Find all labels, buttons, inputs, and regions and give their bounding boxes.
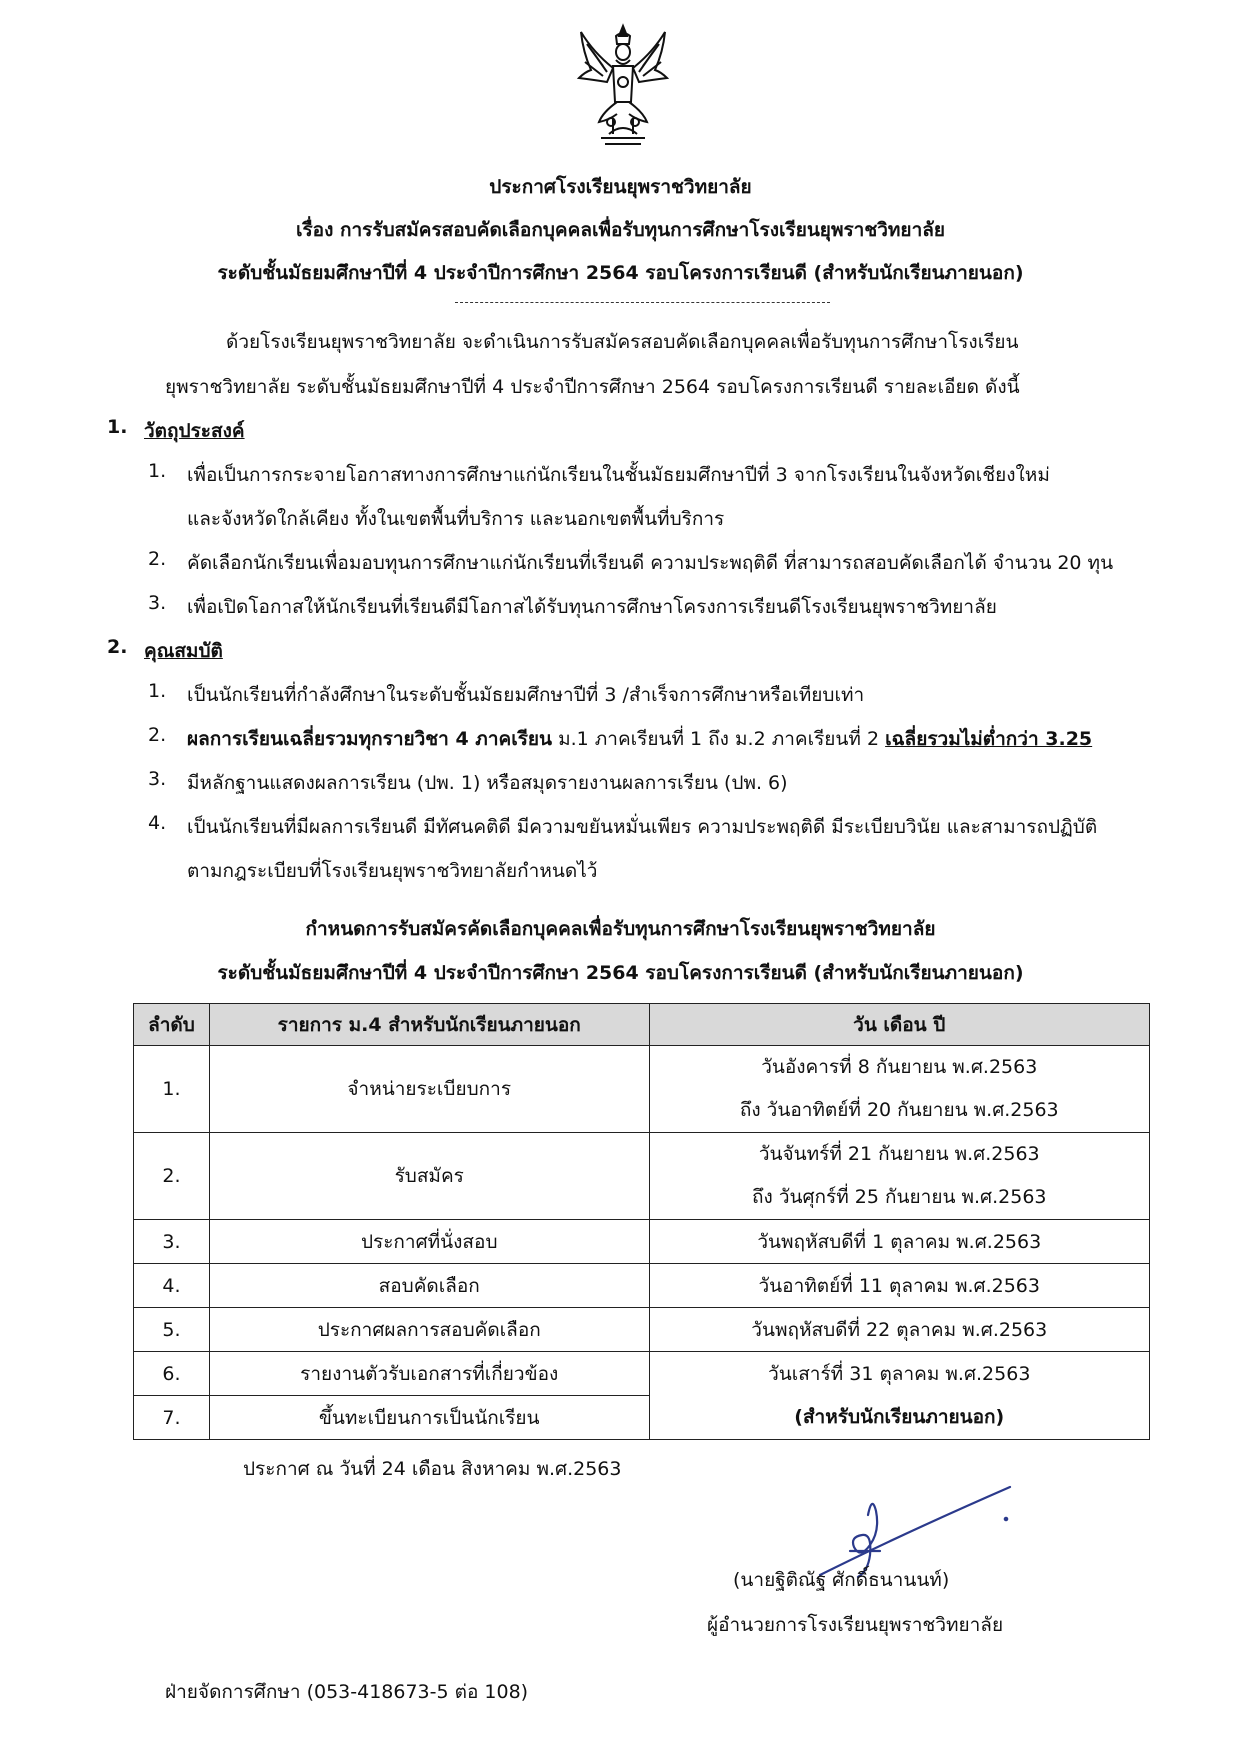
row-date-line: วันอังคารที่ 8 กันยายน พ.ศ.2563 bbox=[761, 1056, 1038, 1078]
separator-line bbox=[455, 302, 830, 303]
signatory-position: ผู้อำนวยการโรงเรียนยุพราชวิทยาลัย bbox=[707, 1614, 1004, 1636]
gpa-requirement-range: ม.1 ภาคเรียนที่ 1 ถึง ม.2 ภาคเรียนที่ 2 bbox=[552, 728, 886, 750]
list-item-number: 4. bbox=[148, 812, 167, 834]
row-date-note: (สำหรับนักเรียนภายนอก) bbox=[794, 1405, 1005, 1428]
table-row bbox=[134, 1133, 1150, 1220]
list-item-number: 1. bbox=[148, 460, 167, 482]
table-row bbox=[134, 1046, 1150, 1133]
header-line-3: ระดับชั้นมัธยมศึกษาปีที่ 4 ประจำปีการศึกษา 2564 รอบโครงการเรียนดี (สำหรับนักเรียนภายนอก) bbox=[217, 262, 1024, 284]
list-item-text: มีหลักฐานแสดงผลการเรียน (ปพ. 1) หรือสมุดรายงานผลการเรียน (ปพ. 6) bbox=[187, 772, 788, 794]
list-item-number: 2. bbox=[148, 548, 167, 570]
row-item: ขึ้นทะเบียนการเป็นนักเรียน bbox=[209, 1396, 649, 1440]
row-item: สอบคัดเลือก bbox=[209, 1264, 649, 1308]
list-item-text: เพื่อเป็นการกระจายโอกาสทางการศึกษาแก่นักเรียนในชั้นมัธยมศึกษาปีที่ 3 จากโรงเรียนในจังหวัดเชียงใหม่ bbox=[187, 464, 1050, 486]
list-item-number: 1. bbox=[148, 680, 167, 702]
row-date bbox=[649, 1352, 1150, 1440]
row-number: 4. bbox=[134, 1264, 210, 1308]
list-item-text bbox=[187, 724, 1092, 754]
row-date-line: วันจันทร์ที่ 21 กันยายน พ.ศ.2563 bbox=[758, 1143, 1040, 1165]
section-number: 1. bbox=[107, 416, 128, 438]
section-number: 2. bbox=[107, 636, 128, 658]
list-item-number: 3. bbox=[148, 592, 167, 614]
list-item-text: เป็นนักเรียนที่มีผลการเรียนดี มีทัศนคติดี มีความขยันหมั่นเพียร ความประพฤติดี มีระเบียบวินัย และสามารถปฏิบัติ bbox=[187, 816, 1098, 838]
footer-contact: ฝ่ายจัดการศึกษา (053-418673-5 ต่อ 108) bbox=[165, 1681, 529, 1703]
row-item: จำหน่ายระเบียบการ bbox=[209, 1046, 649, 1133]
row-number: 1. bbox=[134, 1046, 210, 1133]
section-heading: วัตถุประสงค์ bbox=[144, 420, 245, 442]
row-item: รับสมัคร bbox=[209, 1133, 649, 1220]
column-header: วัน เดือน ปี bbox=[649, 1004, 1150, 1046]
signatory-name: (นายฐิติณัฐ ศักดิ์ธนานนท์) bbox=[733, 1569, 950, 1591]
header-line-2: เรื่อง การรับสมัครสอบคัดเลือกบุคคลเพื่อรับทุนการศึกษาโรงเรียนยุพราชวิทยาลัย bbox=[295, 219, 946, 241]
row-date: วันพฤหัสบดีที่ 22 ตุลาคม พ.ศ.2563 bbox=[649, 1308, 1150, 1352]
row-item: ประกาศผลการสอบคัดเลือก bbox=[209, 1308, 649, 1352]
announcement-date: ประกาศ ณ วันที่ 24 เดือน สิงหาคม พ.ศ.2563 bbox=[243, 1458, 622, 1480]
schedule-table bbox=[133, 1003, 1150, 1440]
row-date bbox=[649, 1133, 1150, 1220]
table-row bbox=[134, 1308, 1150, 1352]
schedule-title-2: ระดับชั้นมัธยมศึกษาปีที่ 4 ประจำปีการศึกษา 2564 รอบโครงการเรียนดี (สำหรับนักเรียนภายนอก) bbox=[217, 962, 1024, 984]
column-header: ลำดับ bbox=[134, 1004, 210, 1046]
intro-line-1: ด้วยโรงเรียนยุพราชวิทยาลัย จะดำเนินการรับสมัครสอบคัดเลือกบุคคลเพื่อรับทุนการศึกษาโรงเรียน bbox=[226, 331, 1019, 353]
list-item-text: คัดเลือกนักเรียนเพื่อมอบทุนการศึกษาแก่นักเรียนที่เรียนดี ความประพฤติดี ที่สามารถสอบคัดเลือกได้ จำนวน 20 ทุน bbox=[187, 552, 1114, 574]
row-item: รายงานตัวรับเอกสารที่เกี่ยวข้อง bbox=[209, 1352, 649, 1396]
schedule-title-1: กำหนดการรับสมัครคัดเลือกบุคคลเพื่อรับทุนการศึกษาโรงเรียนยุพราชวิทยาลัย bbox=[305, 918, 936, 940]
row-item: ประกาศที่นั่งสอบ bbox=[209, 1220, 649, 1264]
row-number: 6. bbox=[134, 1352, 210, 1396]
row-date: วันพฤหัสบดีที่ 1 ตุลาคม พ.ศ.2563 bbox=[649, 1220, 1150, 1264]
row-number: 3. bbox=[134, 1220, 210, 1264]
header-line-1: ประกาศโรงเรียนยุพราชวิทยาลัย bbox=[489, 176, 752, 198]
garuda-emblem bbox=[573, 22, 673, 150]
row-number: 5. bbox=[134, 1308, 210, 1352]
row-date-line: ถึง วันอาทิตย์ที่ 20 กันยายน พ.ศ.2563 bbox=[739, 1099, 1059, 1121]
gpa-requirement-bold: ผลการเรียนเฉลี่ยรวมทุกรายวิชา 4 ภาคเรียน bbox=[187, 728, 553, 750]
list-item-number: 3. bbox=[148, 768, 167, 790]
row-date-line: ถึง วันศุกร์ที่ 25 กันยายน พ.ศ.2563 bbox=[752, 1186, 1047, 1208]
row-date-line: วันเสาร์ที่ 31 ตุลาคม พ.ศ.2563 bbox=[768, 1362, 1031, 1385]
row-number: 7. bbox=[134, 1396, 210, 1440]
list-item-text: เป็นนักเรียนที่กำลังศึกษาในระดับชั้นมัธยมศึกษาปีที่ 3 /สำเร็จการศึกษาหรือเทียบเท่า bbox=[187, 684, 865, 706]
list-item-text: เพื่อเปิดโอกาสให้นักเรียนที่เรียนดีมีโอกาสได้รับทุนการศึกษาโครงการเรียนดีโรงเรียนยุพราชวิทยาลัย bbox=[187, 596, 997, 618]
column-header: รายการ ม.4 สำหรับนักเรียนภายนอก bbox=[209, 1004, 649, 1046]
list-item-text: ตามกฎระเบียบที่โรงเรียนยุพราชวิทยาลัยกำหนดไว้ bbox=[187, 860, 598, 882]
row-date bbox=[649, 1046, 1150, 1133]
section-heading: คุณสมบัติ bbox=[144, 640, 223, 662]
table-header-row bbox=[134, 1004, 1150, 1046]
row-date: วันอาทิตย์ที่ 11 ตุลาคม พ.ศ.2563 bbox=[649, 1264, 1150, 1308]
list-item-number: 2. bbox=[148, 724, 167, 746]
table-row bbox=[134, 1352, 1150, 1396]
row-number: 2. bbox=[134, 1133, 210, 1220]
intro-line-2: ยุพราชวิทยาลัย ระดับชั้นมัธยมศึกษาปีที่ 4 ประจำปีการศึกษา 2564 รอบโครงการเรียนดี รายละเอียด ดังนี้ bbox=[165, 376, 1020, 398]
table-row bbox=[134, 1264, 1150, 1308]
gpa-minimum: เฉลี่ยรวมไม่ต่ำกว่า 3.25 bbox=[885, 728, 1093, 750]
list-item-text: และจังหวัดใกล้เคียง ทั้งในเขตพื้นที่บริการ และนอกเขตพื้นที่บริการ bbox=[187, 508, 725, 530]
table-row bbox=[134, 1220, 1150, 1264]
